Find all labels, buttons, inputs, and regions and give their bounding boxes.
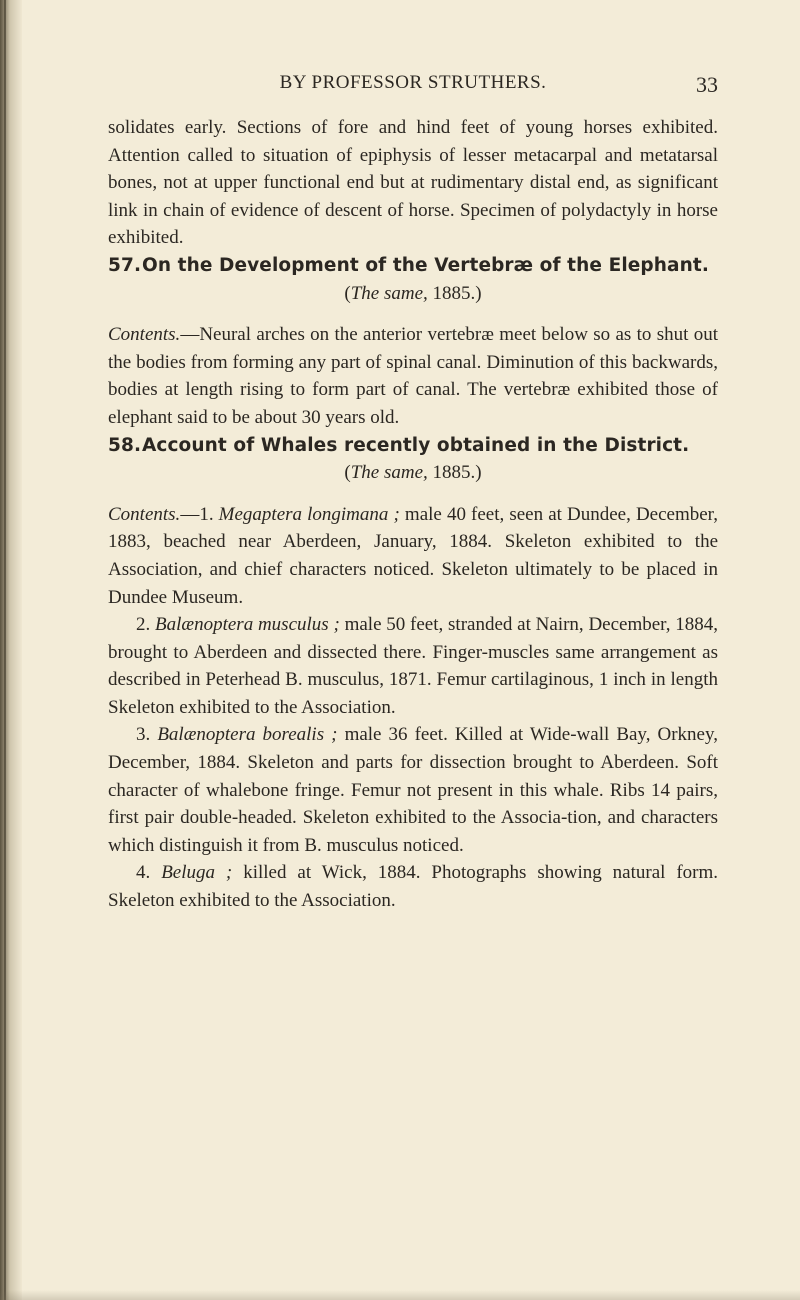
binding-edge xyxy=(0,0,22,1300)
entry-57-heading xyxy=(108,252,718,280)
entry-58-item-2-number: 2. xyxy=(136,614,151,636)
entry-57-contents-text: —Neural arches on the anterior vertebræ meet below so as to shut out the bodies from forming any part of spinal canal. Diminution of this backwards, bodies at length rising to form part of canal. The vertebræ exhibited those of elephant said to be about 30 years old. xyxy=(108,324,718,428)
running-title: BY PROFESSOR STRUTHERS. xyxy=(279,72,547,93)
entry-57-contents-label: Contents. xyxy=(108,324,181,346)
page-number: 33 xyxy=(696,72,718,97)
entry-57-contents xyxy=(108,321,718,431)
entry-58-item-1-species: Megaptera longimana ; xyxy=(218,503,400,525)
entry-58-item-1-text: male 40 feet, seen at Dundee, December, 1883, beached near Aberdeen, January, 1884. Skeleton exhibited to the Association, and chief characters noticed. Skeleton ultimately to be placed in Dundee Museum. xyxy=(108,503,718,608)
entry-58-item-2-species: Balænoptera musculus ; xyxy=(155,614,340,636)
entry-58-item-1-number: —1. xyxy=(180,503,214,525)
page-bottom-shadow xyxy=(0,1290,800,1300)
entry-58-heading xyxy=(108,432,718,460)
running-header xyxy=(108,72,718,102)
entry-58-item-2 xyxy=(108,611,718,721)
entry-58-attribution: (The same, 1885.) xyxy=(344,462,482,484)
entry-57-number: 57. xyxy=(108,254,142,276)
entry-58-item-3 xyxy=(108,721,718,859)
entry-58-item-3-number: 3. xyxy=(136,724,151,746)
entry-57-attribution-year: 1885. xyxy=(432,282,476,304)
entry-58-item-3-species: Balænoptera borealis ; xyxy=(157,724,338,746)
entry-58-item-1 xyxy=(108,501,718,611)
entry-58-attribution-author: The same, xyxy=(350,462,428,484)
entry-58-item-4-species: Beluga ; xyxy=(161,862,233,884)
entry-58-item-4 xyxy=(108,859,718,914)
entry-57-attribution-author: The same, xyxy=(350,282,428,304)
continuation-paragraph: solidates early. Sections of fore and hind feet of young horses exhibited. Attention called to situation of epiphysis of lesser metacarpal and metatarsal bones, not at upper functional end but at rudimentary distal end, as significant link in chain of evidence of descent of horse. Specimen of polydactyly in horse exhibited. xyxy=(108,117,718,249)
entry-58-title: Account of Whales recently obtained in the District. xyxy=(142,434,690,456)
entry-58-item-4-number: 4. xyxy=(136,862,151,884)
entry-58-item-2-text: male 50 feet, stranded at Nairn, December, 1884, brought to Aberdeen and dissected there. Finger-muscles same arrangement as described in Peterhead B. musculus, 1871. Femur cartilaginous, 1 inch in length Skeleton exhibited to the Association. xyxy=(108,614,719,718)
entry-58-contents-label: Contents. xyxy=(108,503,181,525)
entry-58-number: 58. xyxy=(108,434,142,456)
entry-58-attribution-year: 1885. xyxy=(432,462,476,484)
page-body xyxy=(108,114,718,915)
entry-58-item-4-text: killed at Wick, 1884. Photographs showing natural form. Skeleton exhibited to the Association. xyxy=(108,862,719,912)
entry-57-attribution: (The same, 1885.) xyxy=(344,282,482,304)
entry-58-item-3-text: male 36 feet. Killed at Wide-wall Bay, Orkney, December, 1884. Skeleton and parts for dissection brought to Aberdeen. Soft character of whalebone fringe. Femur not present in this whale. Ribs 14 pairs, first pair double-headed. Skeleton exhibited to the Associa-tion, and characters which distinguish it from B. musculus noticed. xyxy=(108,724,718,856)
entry-57-title: On the Development of the Vertebræ of the Elephant. xyxy=(142,254,709,276)
